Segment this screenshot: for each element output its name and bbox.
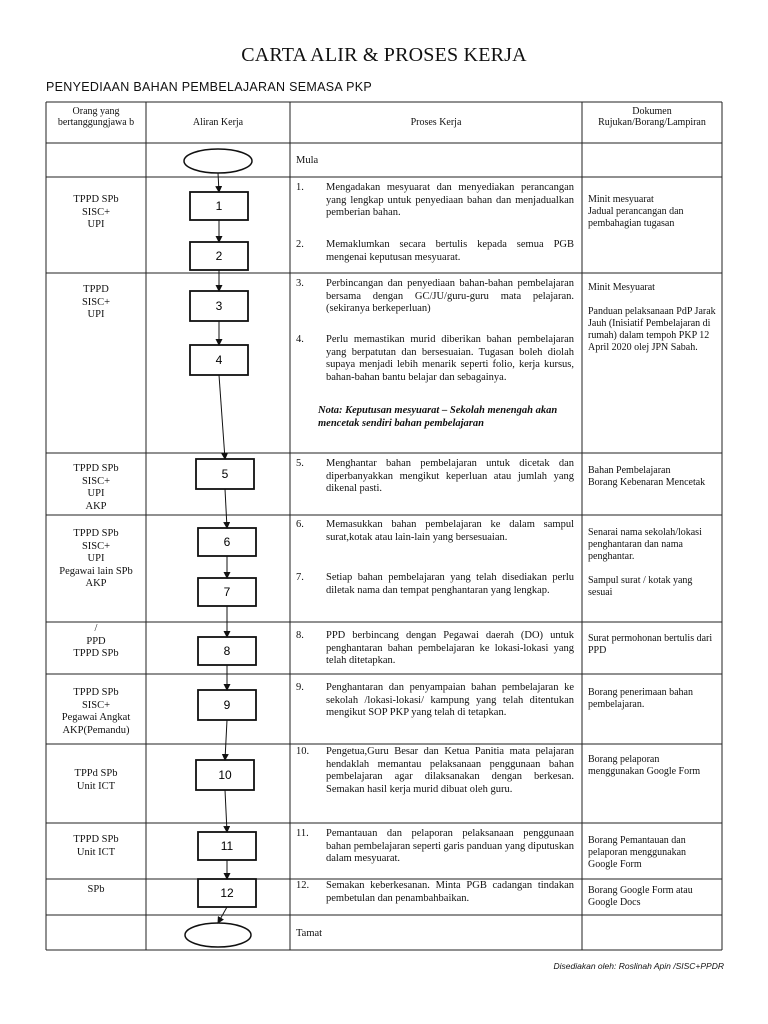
who-cell-7: TPPd SPb Unit ICT bbox=[74, 768, 118, 792]
flow-step-label-11: 11 bbox=[220, 839, 234, 853]
process-num: 12. bbox=[296, 880, 310, 891]
doc-cell-4: Senarai nama sekolah/lokasi penghantaran dan nama penghantar. Sampul surat / kotak yang sesuai bbox=[588, 527, 702, 598]
header-process: Proses Kerja bbox=[410, 117, 462, 128]
process-item-4 bbox=[296, 334, 576, 404]
process-item-1 bbox=[296, 182, 576, 222]
process-num: 2. bbox=[296, 239, 304, 250]
process-text: Perlu memastikan murid diberikan bahan pembelajaran yang berpatutan dan bersesuaian. Tugasan boleh diolah supaya menjadi lebih menarik seperti folio, kerja kursus, bahan-bahan bantu belajar dan sebagainya. bbox=[326, 334, 574, 383]
process-num: 5. bbox=[296, 458, 304, 469]
header-flow: Aliran Kerja bbox=[192, 117, 244, 128]
flow-step-label-12: 12 bbox=[220, 886, 234, 900]
doc-cell-6: Borang penerimaan bahan pembelajaran. bbox=[588, 687, 693, 710]
process-text: Memasukkan bahan pembelajaran ke dalam sampul surat,kotak atau lain-lain yang bersesuaian. bbox=[326, 519, 574, 543]
flow-connector-arrow bbox=[225, 790, 227, 832]
flow-step-label-7: 7 bbox=[223, 585, 231, 599]
process-text: Pemantauan dan pelaporan pelaksanaan penggunaan bahan pembelajaran seperti garis panduan yang diputuskan dalam mesyuarat. bbox=[326, 828, 574, 864]
doc-cell-2: Minit Mesyuarat Panduan pelaksanaan PdP Jarak Jauh (Inisiatif Pembelajaran di rumah) dalam tempoh PKP 12 April 2020 olej JPN Sabah. bbox=[588, 282, 716, 353]
process-note: Nota: Keputusan mesyuarat – Sekolah menengah akan mencetak sendiri bahan pembelajaran bbox=[318, 405, 558, 429]
process-item-8 bbox=[296, 630, 576, 670]
process-text: Mengadakan mesyuarat dan menyediakan perancangan yang lengkap untuk penyediaan bahan dan menjadualkan pemberian bahan. bbox=[326, 182, 574, 218]
flow-step-label-8: 8 bbox=[223, 644, 231, 658]
flow-step-label-10: 10 bbox=[218, 768, 232, 782]
flow-connector-arrow bbox=[225, 720, 227, 760]
process-text: Penghantaran dan penyampaian bahan pembelajaran ke sekolah /lokasi-lokasi/ kampung yang telah ditentukan mengikut SOP PKP yang telah di tetapkan. bbox=[326, 682, 574, 718]
who-cell-8: TPPD SPb Unit ICT bbox=[73, 834, 119, 858]
process-text: Setiap bahan pembelajaran yang telah disediakan perlu diletak nama dan tempat penghantaran yang lengkap. bbox=[326, 572, 574, 596]
who-cell-4: TPPD SPb SISC+ UPI Pegawai lain SPb AKP bbox=[59, 528, 133, 589]
end-label: Tamat bbox=[296, 928, 323, 939]
flow-connector-arrow bbox=[218, 173, 219, 192]
doc-cell-1: Minit mesyuarat Jadual perancangan dan pembahagian tugasan bbox=[588, 194, 684, 229]
process-item-9 bbox=[296, 682, 576, 734]
end-terminator bbox=[185, 923, 251, 947]
flow-step-label-4: 4 bbox=[215, 353, 223, 367]
flow-step-label-5: 5 bbox=[221, 467, 229, 481]
flow-step-label-2: 2 bbox=[215, 249, 223, 263]
who-cell-3: TPPD SPb SISC+ UPI AKP bbox=[73, 463, 119, 512]
process-num: 7. bbox=[296, 572, 304, 583]
process-num: 8. bbox=[296, 630, 304, 641]
who-cell-9: SPb bbox=[87, 884, 105, 895]
process-text: Pengetua,Guru Besar dan Ketua Panitia mata pelajaran hendaklah memantau pelaksanaan penggunaan bahan pembelajaran agar dilaksanakan dengan berkesan. Semakan hasil kerja murid dibuat oleh guru. bbox=[326, 746, 574, 795]
flow-step-label-9: 9 bbox=[223, 698, 231, 712]
flow-connector-arrow bbox=[225, 489, 227, 528]
process-item-12 bbox=[296, 880, 576, 908]
doc-cell-9: Borang Google Form atau Google Docs bbox=[588, 885, 693, 908]
start-label: Mula bbox=[296, 155, 319, 166]
header-who: Orang yang bertanggungjawa b bbox=[57, 106, 135, 128]
process-num: 11. bbox=[296, 828, 309, 839]
who-cell-1: TPPD SPb SISC+ UPI bbox=[73, 194, 119, 230]
doc-cell-7: Borang pelaporan menggunakan Google Form bbox=[588, 754, 701, 777]
process-item-10 bbox=[296, 746, 576, 812]
who-cell-2: TPPD SISC+ UPI bbox=[81, 284, 111, 320]
process-num: 4. bbox=[296, 334, 304, 345]
process-text: Perbincangan dan penyediaan bahan-bahan pembelajaran bersama dengan GC/JU/guru-guru mata pelajaran.(sekiranya berkeperluan) bbox=[326, 278, 574, 314]
process-item-11 bbox=[296, 828, 576, 868]
page-subtitle: PENYEDIAAN BAHAN PEMBELAJARAN SEMASA PKP bbox=[46, 80, 372, 94]
process-item-5 bbox=[296, 458, 576, 498]
footer-credit: Disediakan oleh: Roslinah Apin /SISC+PPDR bbox=[553, 961, 724, 971]
process-item-7 bbox=[296, 572, 576, 612]
process-item-2 bbox=[296, 239, 576, 267]
who-cell-5: / PPD TPPD SPb bbox=[73, 623, 119, 659]
start-terminator bbox=[184, 149, 252, 173]
process-num: 6. bbox=[296, 519, 304, 530]
flow-step-label-1: 1 bbox=[215, 199, 223, 213]
process-num: 1. bbox=[296, 182, 304, 193]
header-docs: Dokumen Rujukan/Borang/Lampiran bbox=[598, 106, 706, 128]
page-title: CARTA ALIR & PROSES KERJA bbox=[241, 44, 527, 66]
process-item-3 bbox=[296, 278, 576, 318]
process-text: PPD berbincang dengan Pegawai daerah (DO) untuk penghantaran bahan pembelajaran ke lokasi-lokasi yang telah ditetapkan. bbox=[326, 630, 574, 666]
process-num: 10. bbox=[296, 746, 310, 757]
flow-step-label-6: 6 bbox=[223, 535, 231, 549]
process-item-6 bbox=[296, 519, 576, 559]
doc-cell-5: Surat permohonan bertulis dari PPD bbox=[588, 633, 713, 656]
process-text: Menghantar bahan pembelajaran untuk dicetak dan diperbanyakkan mengikut keperluan atau jumlah yang dikenal pasti. bbox=[326, 458, 574, 494]
doc-cell-3: Bahan Pembelajaran Borang Kebenaran Mencetak bbox=[588, 465, 706, 488]
process-text: Semakan keberkesanan. Minta PGB cadangan tindakan pembetulan dan penambahbaikan. bbox=[326, 880, 574, 904]
process-num: 9. bbox=[296, 682, 304, 693]
flow-step-label-3: 3 bbox=[215, 299, 223, 313]
doc-cell-8: Borang Pemantauan dan pelaporan menggunakan Google Form bbox=[588, 835, 687, 870]
process-text: Memaklumkan secara bertulis kepada semua PGB mengenai keputusan mesyuarat. bbox=[326, 239, 574, 263]
process-num: 3. bbox=[296, 278, 304, 289]
who-cell-6: TPPD SPb SISC+ Pegawai Angkat AKP(Pemandu) bbox=[61, 687, 131, 736]
flow-connector-arrow bbox=[219, 375, 225, 459]
